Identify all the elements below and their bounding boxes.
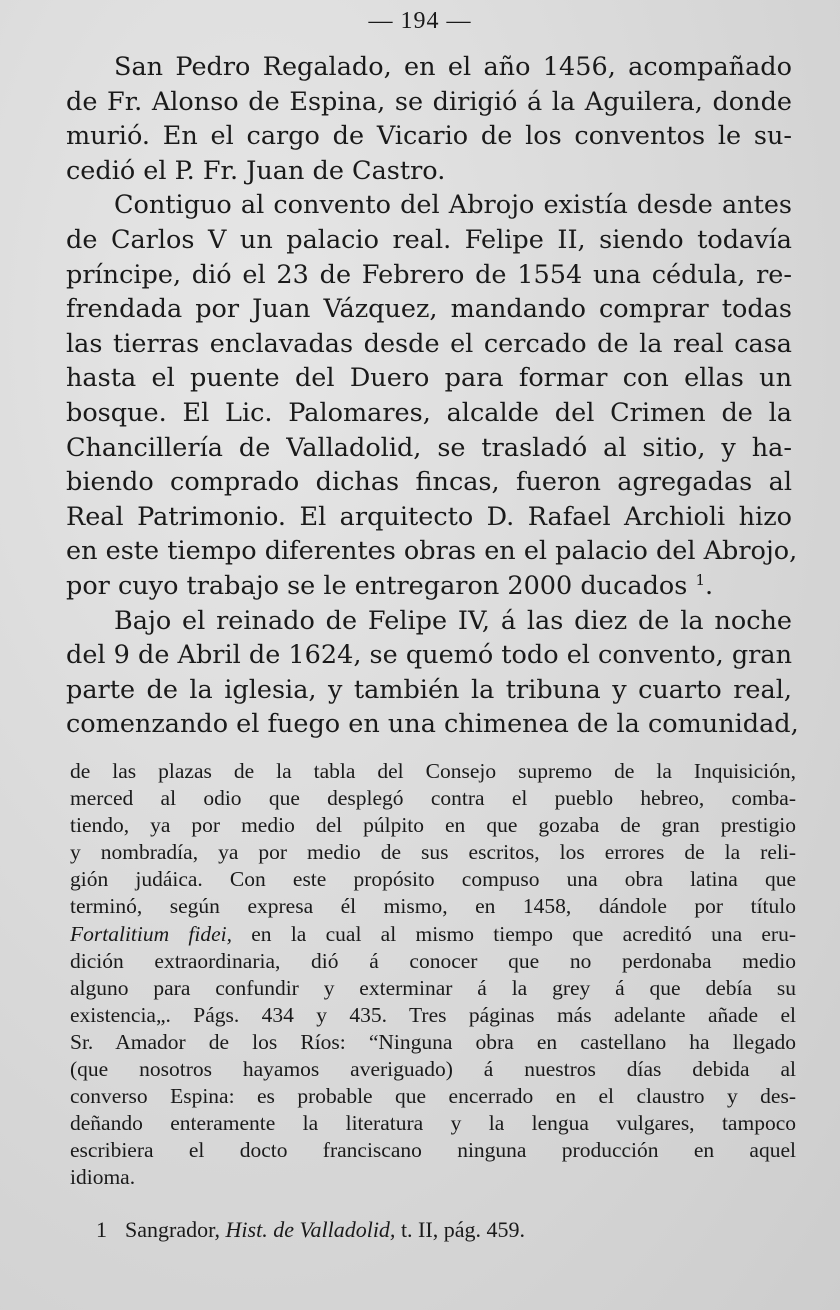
main-line: del 9 de Abril de 1624, se quemó todo el convento, gran xyxy=(66,640,792,671)
main-line: San Pedro Regalado, en el año 1456, acompañado xyxy=(114,52,792,82)
note-line: terminó, según expresa él mismo, en 1458, dándole por título xyxy=(70,894,796,919)
note-line: y nombradía, ya por medio de sus escritos, los errores de la reli- xyxy=(70,840,796,865)
footnote-number: 1 xyxy=(96,1217,107,1242)
note-line: converso Espina: es probable que encerrado en el claustro y des- xyxy=(70,1084,796,1109)
main-line: de Fr. Alonso de Espina, se dirigió á la Aguilera, donde xyxy=(66,86,792,117)
main-line: príncipe, dió el 23 de Febrero de 1554 una cédula, re- xyxy=(66,259,792,290)
note-line: escribiera el docto franciscano ninguna producción en aquel xyxy=(70,1138,796,1163)
main-line: en este tiempo diferentes obras en el palacio del Abrojo, xyxy=(66,536,798,567)
main-line-with-footnote-ref xyxy=(66,569,792,604)
footnote-author: Sangrador, xyxy=(125,1217,221,1242)
main-line: parte de la iglesia, y también la tribuna y cuarto real, xyxy=(66,674,792,705)
note-line: existencia„. Págs. 434 y 435. Tres páginas más adelante añade el xyxy=(70,1002,796,1027)
main-line: Chancillería de Valladolid, se trasladó al sitio, y ha- xyxy=(66,432,792,463)
note-line-with-title xyxy=(70,921,796,948)
footnote-title-italic: Hist. de Valladolid, xyxy=(225,1217,396,1242)
note-line: dición extraordinaria, dió á conocer que no perdonaba medio xyxy=(70,948,796,973)
main-line: comenzando el fuego en una chimenea de la comunidad, xyxy=(66,709,799,740)
page-number: — 194 — xyxy=(368,8,472,34)
footnote-rest: t. II, pág. 459. xyxy=(395,1217,525,1242)
main-line: frendada por Juan Vázquez, mandando comprar todas xyxy=(66,294,792,325)
note-line: merced al odio que desplegó contra el pueblo hebreo, comba- xyxy=(70,786,796,811)
main-line-text: por cuyo trabajo se le entregaron 2000 ducados xyxy=(66,570,688,601)
main-text-block xyxy=(66,50,799,742)
note-line: deñando enteramente la literatura y la lengua vulgares, tampoco xyxy=(70,1111,796,1136)
note-line: Sr. Amador de los Ríos: “Ninguna obra en castellano ha llegado xyxy=(70,1029,796,1054)
footnote xyxy=(96,1216,525,1244)
main-line: hasta el puente del Duero para formar con ellas un xyxy=(66,363,792,394)
note-line: alguno para confundir y exterminar á la grey á que debía su xyxy=(70,975,796,1000)
main-line: las tierras enclavadas desde el cercado de la real casa xyxy=(66,328,792,359)
main-line: Real Patrimonio. El arquitecto D. Rafael Archioli hizo xyxy=(66,501,792,532)
main-line: de Carlos V un palacio real. Felipe II, siendo todavía xyxy=(66,224,792,255)
note-line: (que nosotros hayamos averiguado) á nuestros días debida al xyxy=(70,1057,796,1082)
note-line: tiendo, ya por medio del púlpito en que gozaba de gran prestigio xyxy=(70,813,796,838)
book-title-italic: Fortalitium fidei, xyxy=(70,921,232,946)
main-line: Contiguo al convento del Abrojo existía desde antes xyxy=(114,190,792,221)
main-line: bosque. El Lic. Palomares, alcalde del Crimen de la xyxy=(66,397,792,428)
note-line-rest: en la cual al mismo tiempo que acreditó una eru- xyxy=(232,921,796,946)
main-line: biendo comprado dichas fincas, fueron agregadas al xyxy=(66,467,792,498)
note-text-block xyxy=(70,758,796,1192)
main-line: cedió el P. Fr. Juan de Castro. xyxy=(66,155,446,186)
footnote-reference-punct: . xyxy=(705,570,714,601)
main-line: murió. En el cargo de Vicario de los conventos le su- xyxy=(66,121,792,152)
note-line: gión judáica. Con este propósito compuso una obra latina que xyxy=(70,867,796,892)
main-line: Bajo el reinado de Felipe IV, á las diez de la noche xyxy=(114,605,792,636)
note-line: idioma. xyxy=(70,1165,136,1190)
note-line: de las plazas de la tabla del Consejo supremo de la Inquisición, xyxy=(70,759,796,783)
footnote-reference: 1 xyxy=(695,570,705,589)
